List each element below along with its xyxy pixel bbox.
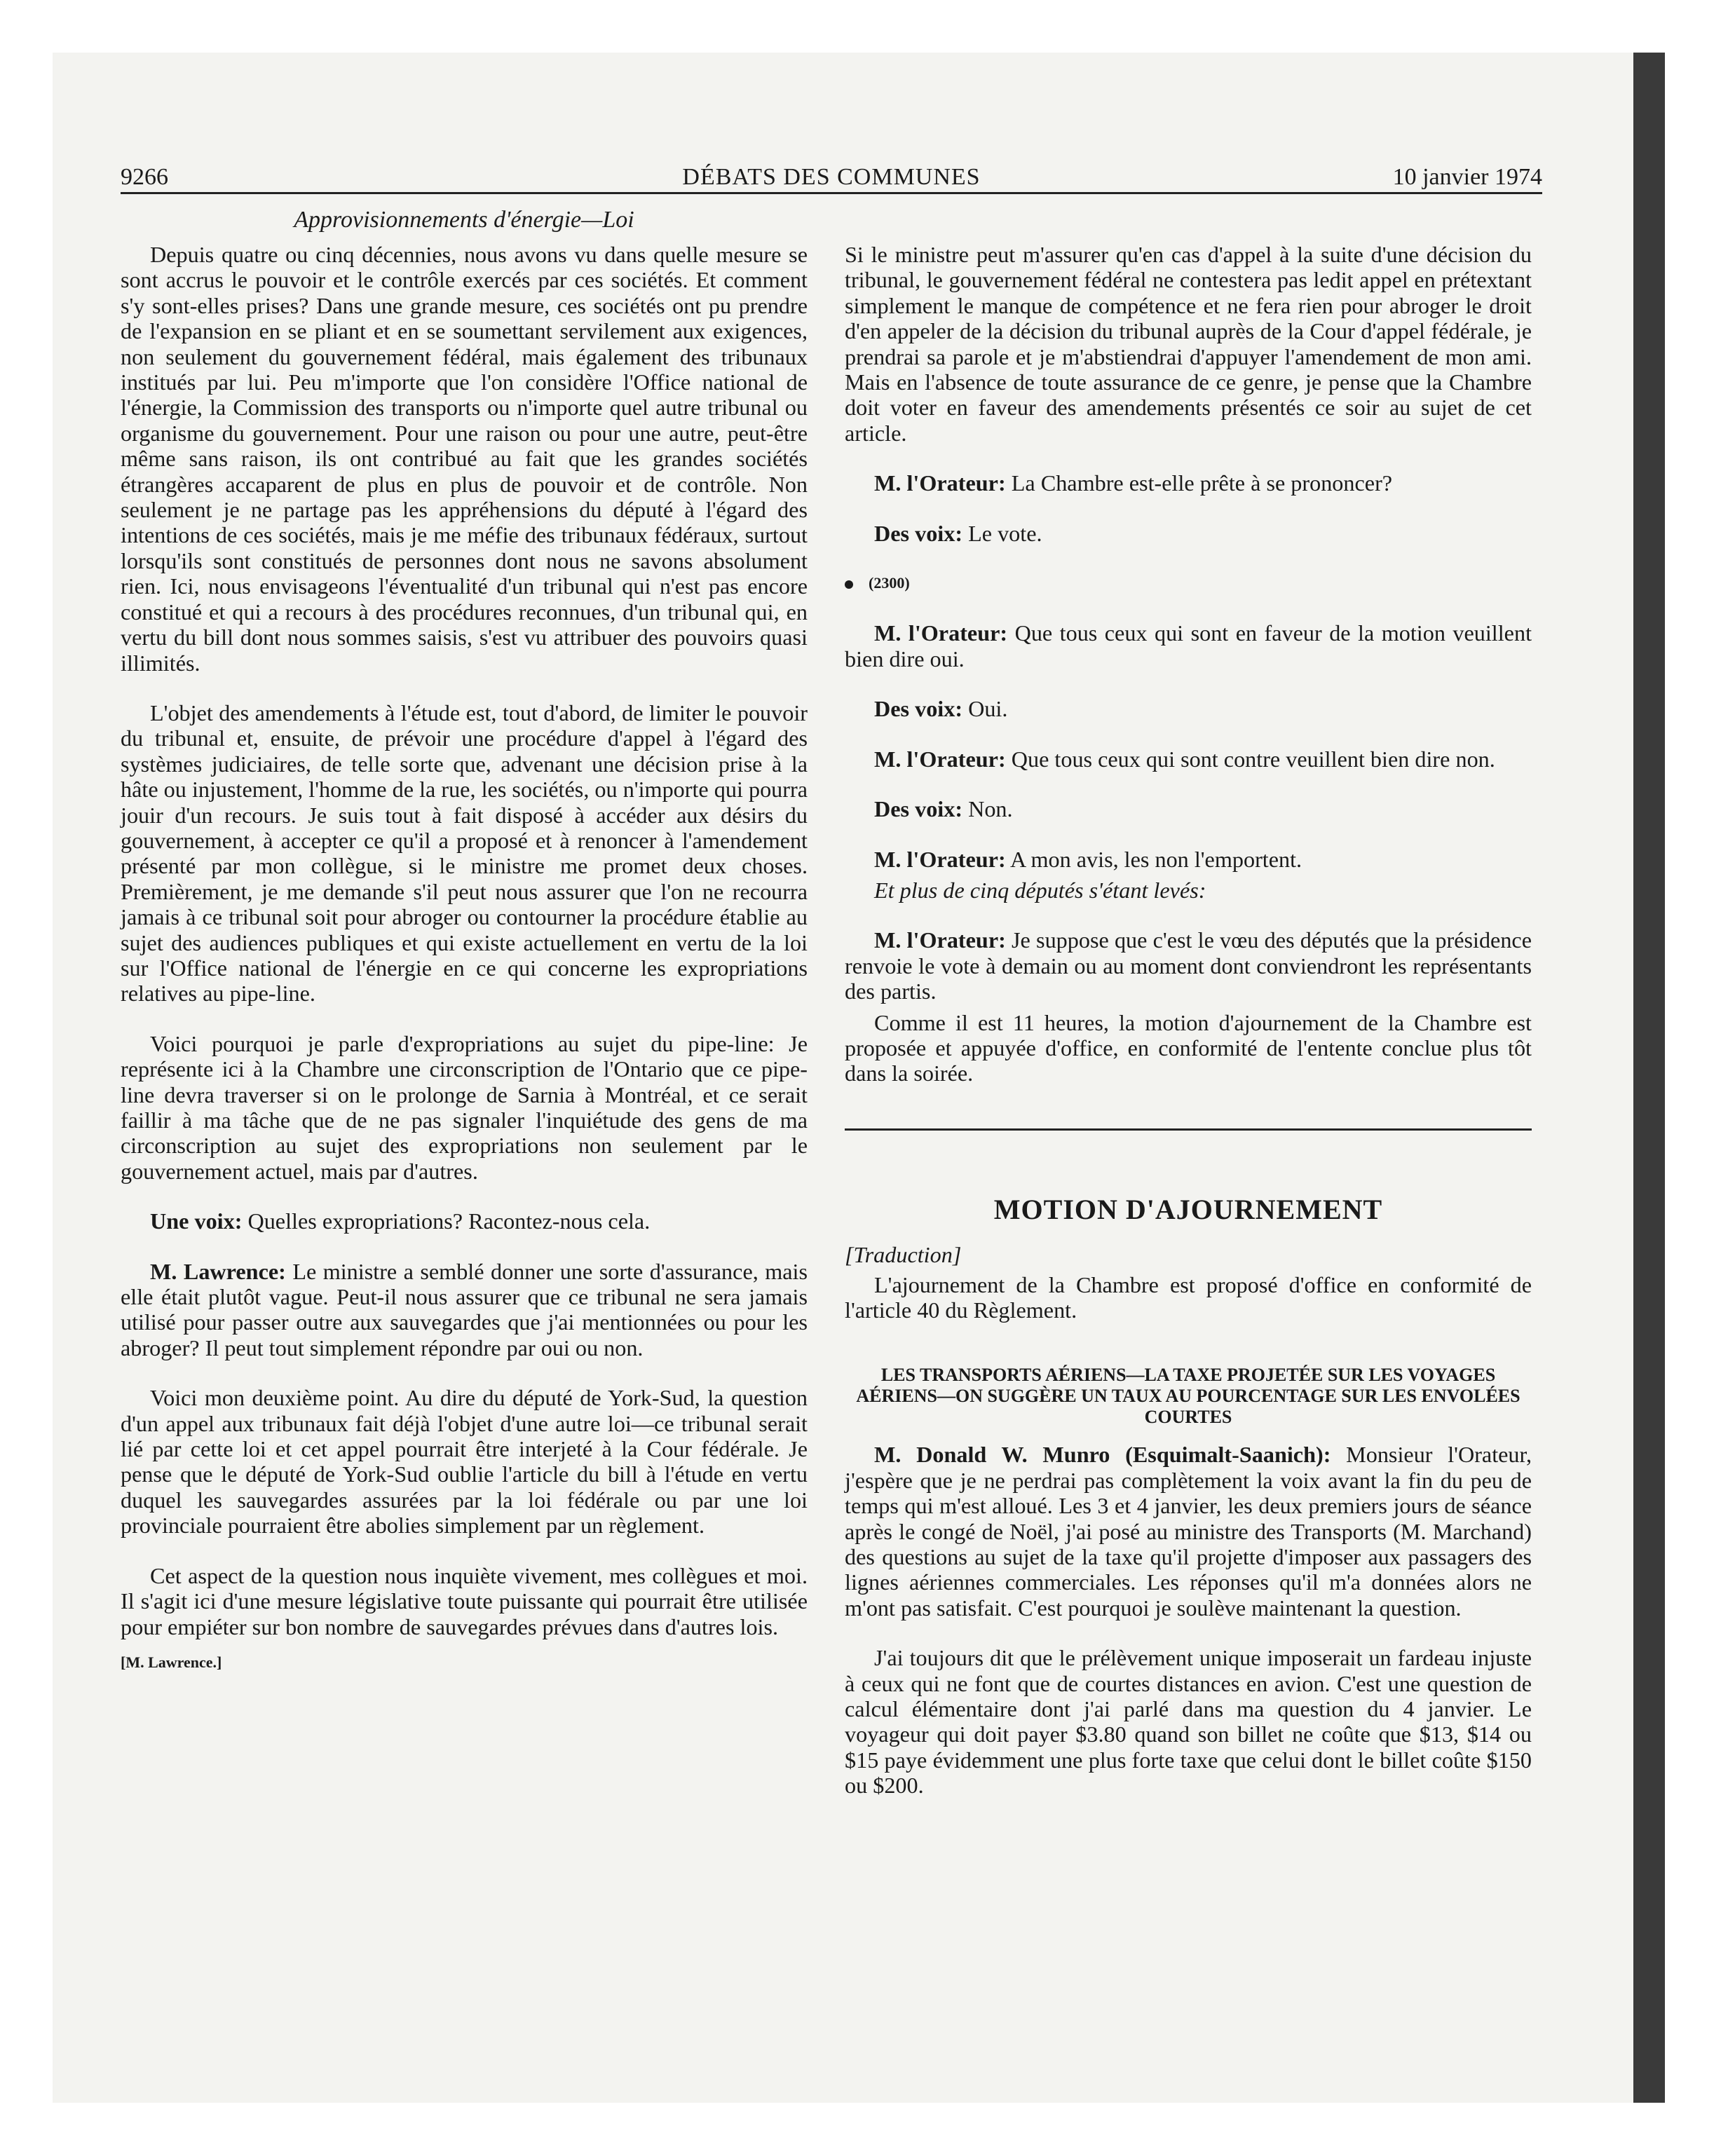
- speech: [845, 796, 1532, 821]
- page-header: [121, 160, 1542, 194]
- speech-text: A mon avis, les non l'emportent.: [1005, 846, 1302, 872]
- speaker-name: Des voix:: [874, 696, 963, 722]
- section-divider: [845, 1128, 1532, 1131]
- section-heading: MOTION D'AJOURNEMENT: [993, 1193, 1383, 1225]
- speech-text: Le vote.: [962, 520, 1042, 546]
- speech: [121, 1259, 808, 1361]
- speaker-name: M. Lawrence:: [150, 1258, 286, 1284]
- speaker-name: M. l'Orateur:: [874, 846, 1006, 872]
- speaker-name: M. l'Orateur:: [874, 470, 1006, 496]
- speech-text: Que tous ceux qui sont en faveur de la motion veuillent bien dire oui.: [845, 620, 1532, 671]
- paragraph: J'ai toujours dit que le prélèvement unique imposerait un fardeau injuste à ceux qui ne font que de courtes distances en avion. C'est une question de calcul élémentaire dont j'ai parlé dans ma question du 4 janvier. Le voyageur qui doit payer $3.80 quand son billet ne coûte que $13, $14 ou $15 paye évidemment une plus forte taxe que celui dont le billet coûte $150 ou $200.: [845, 1645, 1532, 1799]
- paragraph: Voici pourquoi je parle d'expropriations au sujet du pipe-line: Je représente ici à la Chambre une circonscription de l'Ontario que ce pipe-line devra traverser si on le prolonge de Sarnia à Montréal, et ce serait faillir à ma tâche que de ne pas signaler l'inquiétude des gens de ma circonscription au sujet des expropriations non seulement par le gouvernement actuel, mais par d'autres.: [121, 1030, 808, 1184]
- speech-text: Non.: [962, 796, 1013, 822]
- speaker-name: M. Donald W. Munro (Esquimalt-Saanich):: [874, 1442, 1331, 1468]
- publication-title: DÉBATS DES COMMUNES: [682, 164, 981, 190]
- speaker-name: Des voix:: [874, 520, 963, 546]
- speech: [845, 1442, 1532, 1621]
- translation-tag: [Traduction]: [845, 1242, 962, 1268]
- speaker-name: M. l'Orateur:: [874, 620, 1008, 646]
- speaker-footnote: [M. Lawrence.]: [121, 1653, 222, 1671]
- paragraph: Si le ministre peut m'assurer qu'en cas d'appel à la suite d'une décision du tribunal, le gouvernement fédéral ne contestera pas ledit appel en prétextant simplement le manque de compétence et ne fera rien pour abroger le droit d'en appeler de la décision du tribunal auprès de la Cour d'appel fédérale, je prendrai sa parole et je m'abstiendrai d'appuyer l'amendement de mon ami. Mais en l'absence de toute assurance de ce genre, je pense que la Chambre doit voter en faveur des amendements présentés ce soir au sujet de cet article.: [845, 242, 1532, 446]
- debate-subtitle: LES TRANSPORTS AÉRIENS—LA TAXE PROJETÉE SUR LES VOYAGES AÉRIENS—ON SUGGÈRE UN TAUX AU POURCENTAGE SUR LES ENVOLÉES COURTES: [856, 1365, 1520, 1428]
- paragraph: L'ajournement de la Chambre est proposé d'office en conformité de l'article 40 du Règlement.: [845, 1271, 1532, 1323]
- running-subhead: Approvisionnements d'énergie—Loi: [294, 207, 634, 233]
- speech-text: Oui.: [962, 696, 1008, 722]
- speaker-name: Une voix:: [150, 1208, 243, 1234]
- speech: [845, 746, 1532, 772]
- speech-text: Monsieur l'Orateur, j'espère que je ne perdrai pas complètement la voix avant la fin du peu de temps qui m'est alloué. Les 3 et 4 janvier, les deux premiers jours de séance après le congé de Noël, j'ai posé au ministre des Transports (M. Marchand) des questions au sujet de la taxe qu'il projette d'imposer aux passagers des lignes aériennes commerciales. Les réponses qu'il m'a données alors ne m'ont pas satisfait. C'est pourquoi je soulève maintenant la question.: [845, 1442, 1532, 1621]
- page-date: 10 janvier 1974: [1392, 164, 1542, 190]
- speech: [121, 1208, 808, 1234]
- speaker-name: Des voix:: [874, 796, 963, 822]
- paragraph: Comme il est 11 heures, la motion d'ajournement de la Chambre est proposée et appuyée d'office, en conformité de l'entente conclue plus tôt dans la soirée.: [845, 1009, 1532, 1086]
- paragraph: Cet aspect de la question nous inquiète vivement, mes collègues et moi. Il s'agit ici d'une mesure législative toute puissante qui pourrait être utilisée pour empiéter sur bon nombre de sauvegardes prévues dans d'autres lois.: [121, 1562, 808, 1639]
- speech: [845, 521, 1532, 546]
- speaker-name: M. l'Orateur:: [874, 746, 1006, 772]
- speech-text: Que tous ceux qui sont contre veuillent bien dire non.: [1005, 746, 1495, 772]
- bullet-icon: [845, 580, 853, 589]
- speech-text: La Chambre est-elle prête à se prononcer?: [1005, 470, 1393, 496]
- paragraph: Depuis quatre ou cinq décennies, nous avons vu dans quelle mesure se sont accrus le pouvoir et le contrôle exercés par ces sociétés. Et comment s'y sont-elles prises? Dans une grande mesure, ces sociétés ont pu prendre de l'expansion en se pliant et en se soumettant servilement aux exigences, non seulement du gouvernement fédéral, mais également des tribunaux institués par lui. Peu m'importe que l'on considère l'Office national de l'énergie, la Commission des transports ou n'importe quel autre tribunal ou organisme du gouvernement. Pour une raison ou pour une autre, peut-être même sans raison, ils ont contribué au fait que les grandes sociétés étrangères accaparent de plus en plus de pouvoir et de contrôle. Non seulement je ne partage pas les appréhensions du député à l'égard des intentions de ces sociétés, mais je me méfie des tribunaux fédéraux, surtout lorsqu'ils sont constitués de personnes dont nous ne savons absolument rien. Ici, nous envisageons l'éventualité d'un tribunal qui n'est pas encore constitué et qui a recours à des procédures reconnues, d'un tribunal qui, en vertu du bill dont nous sommes saisis, s'est vu attribuer des pouvoirs quasi illimités.: [121, 242, 808, 676]
- speech: [845, 470, 1532, 496]
- time-marker: [845, 571, 1532, 596]
- speech: [845, 620, 1532, 671]
- right-column: [845, 242, 1532, 1823]
- speech-text: Quelles expropriations? Racontez-nous cela.: [242, 1208, 651, 1234]
- stage-direction: Et plus de cinq députés s'étant levés:: [874, 877, 1206, 903]
- speaker-name: M. l'Orateur:: [874, 927, 1006, 953]
- speech-text: Le ministre a semblé donner une sorte d'assurance, mais elle était plutôt vague. Peut-il nous assurer que ce tribunal ne sera jamais utilisé pour passer outre aux sauvegardes que j'ai mentionnées ou pour les abroger? Il peut tout simplement répondre par oui ou non.: [121, 1258, 808, 1360]
- speech: [845, 847, 1532, 872]
- speech: [845, 927, 1532, 1004]
- paragraph: L'objet des amendements à l'étude est, tout d'abord, de limiter le pouvoir du tribunal et, ensuite, de prévoir une procédure d'appel à l'égard des systèmes judiciaires, de telle sorte que, advenant une décision prise à la hâte ou injustement, l'homme de la rue, les sociétés, ou n'importe qui pourra jouir d'un recours. Je suis tout à fait disposé à accéder aux désirs du gouvernement, à accepter ce qu'il a proposé et à renoncer à l'amendement présenté par mon collègue, si le ministre me promet deux choses. Premièrement, je me demande s'il peut nous assurer que l'on ne recourra jamais à ce tribunal soit pour abroger ou contourner la procédure établie au sujet des audiences publiques et qui existe actuellement en vertu de la loi sur l'Office national de l'énergie en ce qui concerne les expropriations relatives au pipe-line.: [121, 700, 808, 1007]
- left-column: [121, 242, 808, 1675]
- page-number: 9266: [121, 164, 168, 190]
- scan-edge-bar: [1633, 53, 1665, 2103]
- speech: [845, 696, 1532, 721]
- time-stamp: (2300): [869, 574, 910, 592]
- paragraph: Voici mon deuxième point. Au dire du député de York-Sud, la question d'un appel aux tribunaux fait déjà l'objet d'une autre loi—ce tribunal serait lié par cette loi et cet appel pourrait être interjeté à la Cour fédérale. Je pense que le député de York-Sud oublie l'article du bill à l'étude en vertu duquel les sauvegardes assurées par la loi fédérale ou par une loi provinciale pourraient être abolies simplement par un règlement.: [121, 1385, 808, 1538]
- speech-text: Je suppose que c'est le vœu des députés que la présidence renvoie le vote à demain ou au moment dont conviendront les représentants des partis.: [845, 927, 1532, 1004]
